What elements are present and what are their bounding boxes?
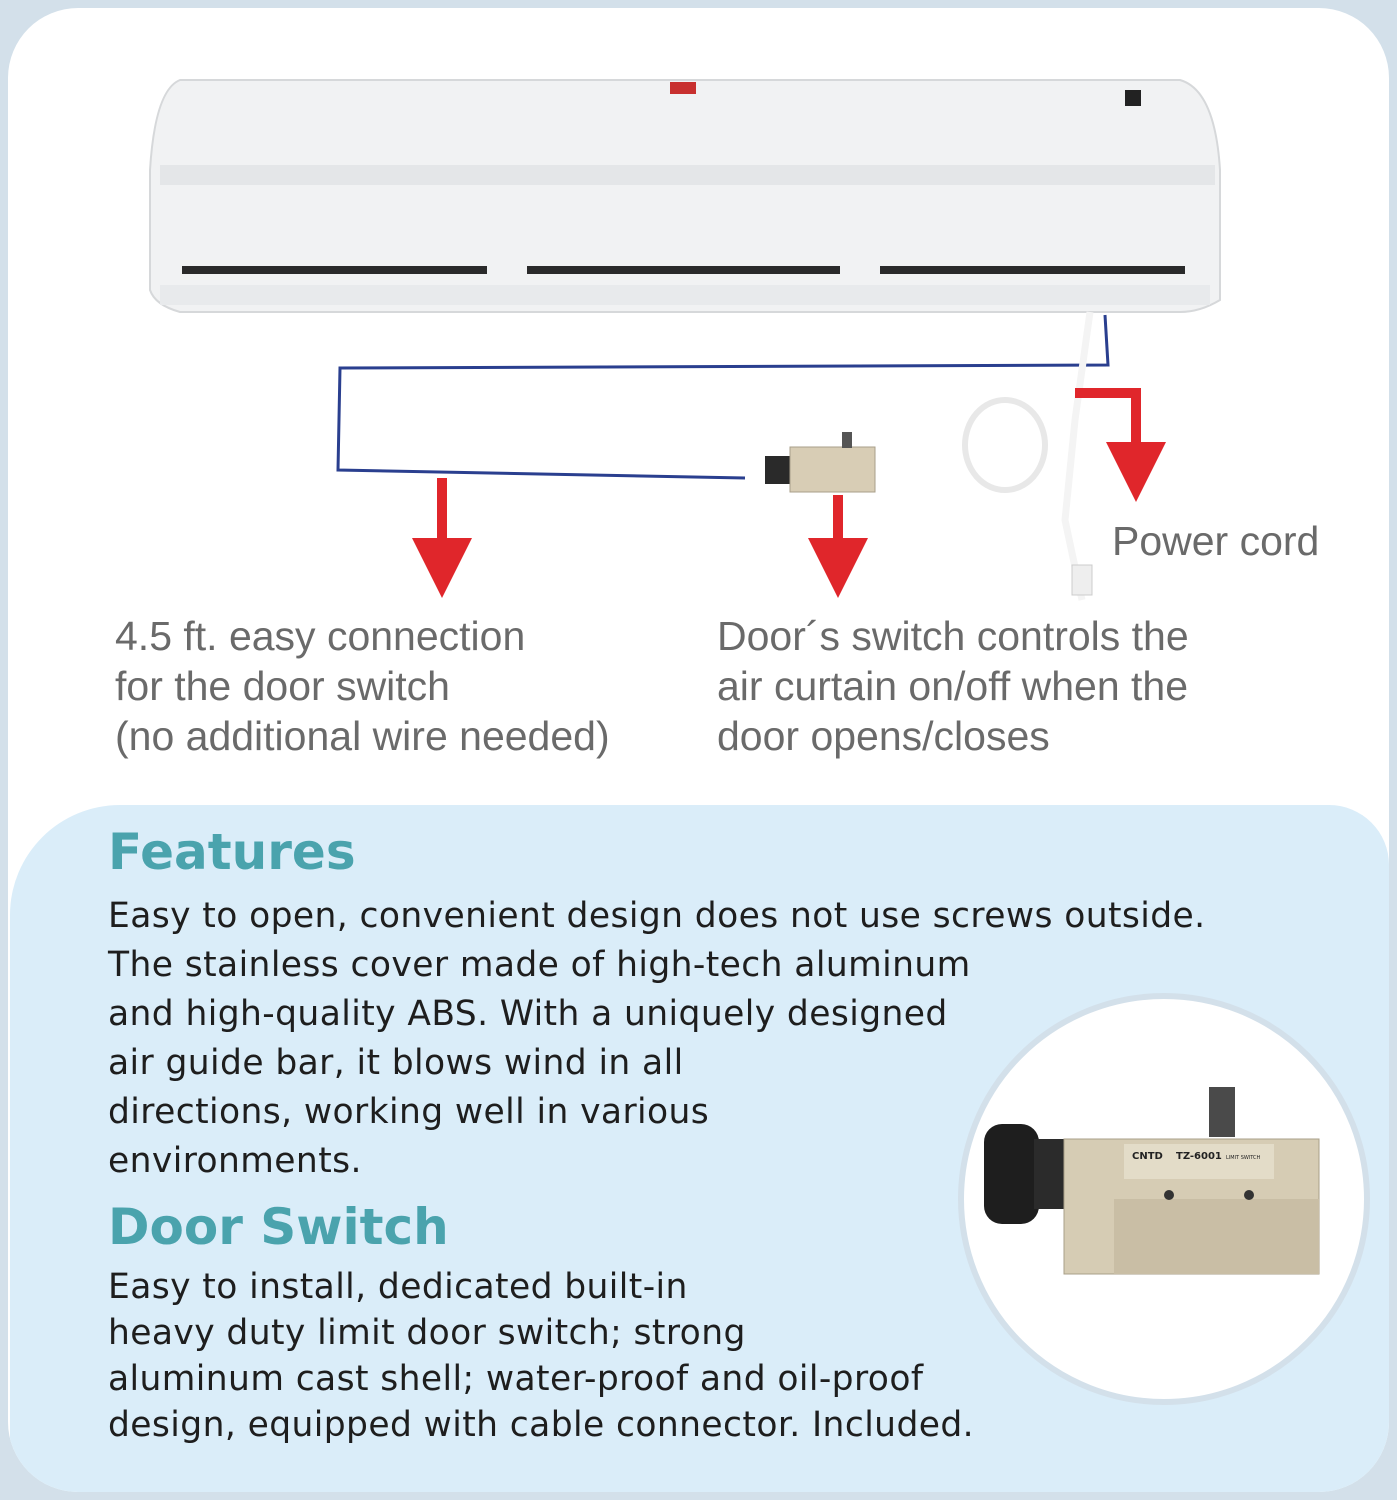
door-switch-text [108,1264,974,1448]
text-line: The stainless cover made of high-tech aluminum [108,945,971,985]
callout-line: (no additional wire needed) [115,713,610,759]
text-line: and high-quality ABS. With a uniquely designed [108,994,948,1034]
text-line: heavy duty limit door switch; strong [108,1313,746,1353]
power-cord [1065,312,1090,600]
door-switch-wire [338,315,1108,478]
text-line: environments. [108,1141,362,1181]
power-switch-icon [1125,90,1141,106]
door-switch-callout [717,611,1189,761]
callout-line: air curtain on/off when the [717,663,1189,709]
features-heading: Features [108,823,356,881]
text-line: Easy to install, dedicated built-in [108,1267,688,1307]
connection-callout [115,611,610,761]
callout-line: door opens/closes [717,713,1050,759]
text-line: directions, working well in various [108,1092,710,1132]
text-line: Easy to open, convenient design does not use screws outside. [108,896,1206,936]
text-line: air guide bar, it blows wind in all [108,1043,684,1083]
switch-type: LIMIT SWITCH [1226,1155,1261,1161]
text-line: design, equipped with cable connector. Included. [108,1405,975,1445]
infographic-card [8,8,1389,1492]
door-switch-photo [958,993,1370,1405]
callout-line: for the door switch [115,663,450,709]
door-switch-small [765,432,875,492]
text-line: aluminum cast shell; water-proof and oil-proof [108,1359,924,1399]
switch-brand: CNTD [1132,1151,1163,1162]
callout-line: 4.5 ft. easy connection [115,613,526,659]
power-cord-label: Power cord [1112,518,1320,564]
arrows [412,388,1166,598]
brand-logo [670,82,696,94]
callout-line: Door´s switch controls the [717,613,1189,659]
switch-model: TZ-6001 [1176,1151,1222,1162]
air-curtain-unit [150,80,1220,312]
door-switch-heading: Door Switch [108,1198,449,1256]
